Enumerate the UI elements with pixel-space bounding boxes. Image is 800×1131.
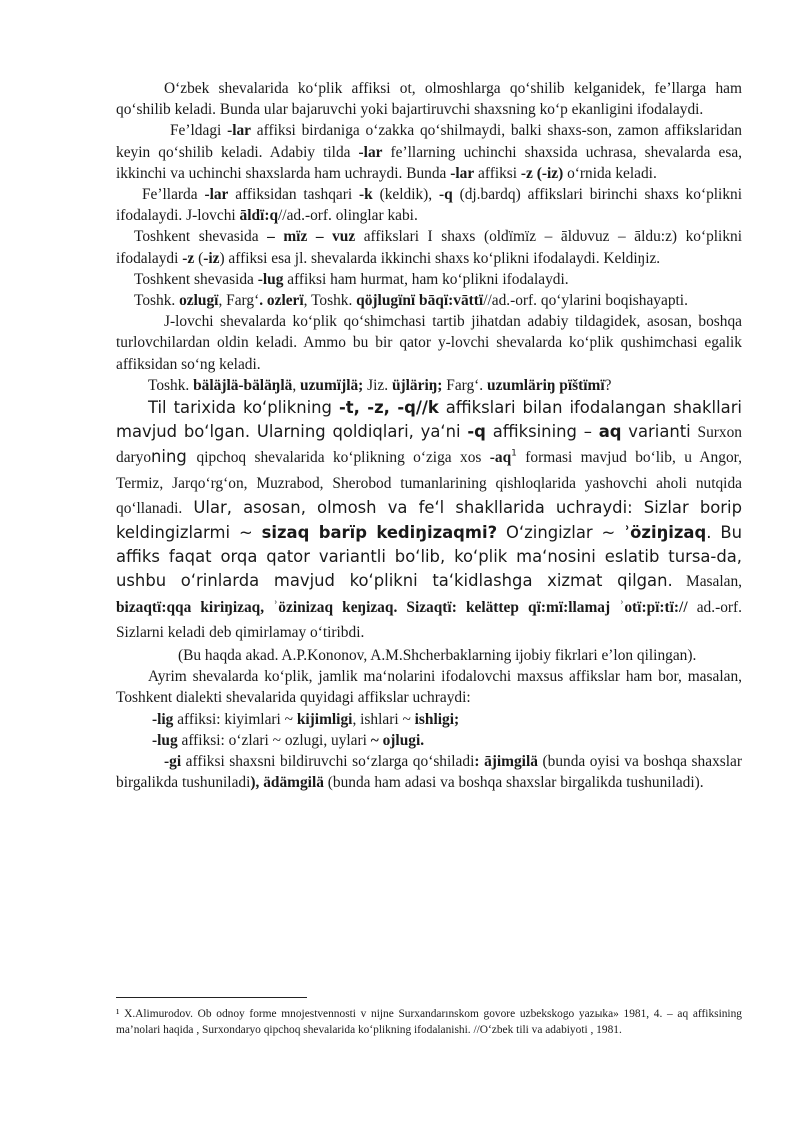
paragraph-13	[116, 730, 742, 751]
bold-term: āldï:q	[239, 207, 279, 225]
bold-term: -lig	[152, 710, 174, 728]
bold-term: -q	[467, 422, 486, 442]
paragraph-7	[116, 311, 742, 375]
bold-term: ozlugï	[179, 292, 219, 310]
bold-term: ishligi;	[414, 710, 460, 728]
paragraph-text: Ayrim shevalarda ko‘plik, jamlik ma‘nolarini ifodalovchi maxsus affikslar ham bor, masalan, Toshkent dialekti shevalarida quyidagi affikslar uchraydi:	[116, 668, 742, 707]
bold-term: : ājimgilä	[474, 753, 538, 771]
bold-term: -k	[359, 186, 373, 204]
text: (bunda oyisi va boshqa shaxslar birgalikda tushuniladi	[116, 753, 742, 792]
bold-term: uzumläriŋ pïštïmï	[487, 376, 605, 394]
text: Surxon daryo	[116, 424, 742, 467]
text: Farg‘.	[442, 376, 488, 394]
bold-term: sizaq barïp kediŋizaqmi?	[261, 523, 498, 543]
bold-term: ), ädämgilä	[250, 774, 324, 792]
paragraph-6	[116, 290, 742, 311]
text: affikslari I shaxs (oldïmïz – āldυvuz – āldu:z) ko‘plikni ifodalaydi	[116, 228, 742, 267]
text: (dj.bardq) affikslari birinchi shaxs ko‘plikni ifodalaydi. J-lovchi	[116, 186, 742, 225]
bold-term: -gi	[164, 753, 182, 771]
text: affiksi: kiyimlari ~	[173, 710, 297, 728]
text: varianti	[621, 422, 698, 442]
bold-term: . ozlerï	[259, 292, 304, 310]
paragraph-text: J-lovchi shevalarda ko‘plik qo‘shimchasi tartib jihatdan adabiy tildagidek, asosan, boshqa turlovchilardan oldin keladi. Ammo bu bir qator y-lovchi shevalarda ko‘plik qushimchasi egalik affiksidan so‘ng keladi.	[116, 313, 742, 373]
paragraph-8	[116, 375, 742, 396]
bold-term: qöjlugïnï bāqï:vāttï	[356, 292, 484, 310]
footnote-divider	[116, 997, 307, 998]
text: //ad.-orf. olinglar kabi.	[278, 207, 418, 225]
text: Toshk.	[134, 292, 180, 310]
text: Ular, asosan, olmosh va fe‘l shakllarida uchraydi: Sizlar borip keldingizlarmi ~	[116, 497, 742, 543]
text: //ad.-orf. qo‘ylarini boqishayapti.	[483, 292, 688, 310]
bold-term: ~ ojlugi.	[370, 731, 425, 749]
text: formasi mavjud bo‘lib, u Angor, Termiz, Jarqo‘rg‘on, Muzrabod, Sherobod tumanlarining qishloqlarida yashovchi aholi nutqida qo‘llanadi.	[116, 449, 742, 517]
text: (keldik),	[372, 186, 440, 204]
paragraph-text: O‘zbek shevalarida ko‘plik affiksi ot, olmoshlarga qo‘shilib kelganidek, fe’llarga ham qo‘shilib keladi. Bunda ular bajaruvchi yoki bajartiruvchi shaxsning ko‘p ekanligini ifodalaydi.	[116, 80, 742, 119]
text: . Bu affiks faqat orqa qator variantli bo‘lib, ko‘plik ma‘nosini eslatib tursa-da, ushbu o‘rinlarda mavjud ko‘plikni ta‘kidlashga xizmat qilgan.	[116, 523, 742, 591]
text: qipchoq shevalarida ko‘plikning o‘ziga xos	[196, 449, 490, 467]
text: Toshkent shevasida	[134, 228, 268, 246]
paragraph-10	[116, 645, 742, 666]
bold-term: -lar	[358, 143, 383, 161]
text: Toshk.	[148, 376, 194, 394]
footnote-ref[interactable]: 1	[511, 448, 517, 459]
paragraph-12	[116, 709, 742, 730]
bold-term: -t, -z, -q//k	[338, 398, 439, 418]
text: Fe’llarda	[142, 186, 205, 204]
bold-term: -lug	[257, 270, 284, 288]
bold-term: -aq	[489, 449, 512, 467]
text: ) affiksi esa jl. shevalarda ikkinchi shaxs ko‘plikni ifodalaydi. Keldiŋiz.	[219, 249, 661, 267]
text: affiksi: o‘zlari ~ ozlugi, uylari	[177, 731, 371, 749]
paragraph-1	[116, 78, 742, 120]
text: affiksi shaxsni bildiruvchi so‘zlarga qo‘shiladi	[181, 753, 475, 771]
text: affiksidan tashqari	[228, 186, 359, 204]
text: (bunda ham adasi va boshqa shaxslar birgalikda tushuniladi).	[323, 774, 704, 792]
bold-term: kijimligi	[296, 710, 353, 728]
text: Toshkent shevasida	[134, 270, 258, 288]
bold-term: uzumïjlä;	[300, 376, 364, 394]
bold-term: -z (-iz)	[520, 164, 564, 182]
text: Fe’ldagi	[170, 122, 228, 140]
paragraph-9	[116, 396, 742, 645]
text: fe’llarning uchinchi shaxsida uchrasa, shevalarda esa, ikkinchi va uchinchi shaxslarda ham uchraydi. Bunda	[116, 143, 743, 182]
paragraph-text: (Bu haqda akad. A.P.Kononov, A.M.Shcherbaklarning ijobiy fikrlari e’lon qilingan).	[178, 647, 697, 665]
text: , Toshk.	[303, 292, 357, 310]
paragraph-4	[116, 226, 742, 268]
bold-term: -lar	[204, 186, 229, 204]
paragraph-5	[116, 269, 742, 290]
bold-term: bizaqtï:qqa kiriŋizaq, ʾözinizaq keŋizaq. Sizaqtï: kelättep qï:mï:llamaj ʾotï:pï:tï://	[116, 598, 688, 616]
bold-term: -lar	[450, 164, 475, 182]
paragraph-11	[116, 666, 742, 708]
text: affiksi ham hurmat, ham ko‘plikni ifodalaydi.	[283, 270, 569, 288]
text: affiksi birdaniga o‘zakka qo‘shilmaydi, balki shaxs-son, zamon affikslaridan keyin qo‘shilib keladi. Adabiy tilda	[116, 122, 743, 161]
text: ad.-orf. Sizlarni keladi deb qimirlamay o‘tiribdi.	[116, 598, 743, 641]
document-body	[116, 78, 742, 794]
bold-term: – mïz – vuz	[267, 228, 356, 246]
bold-term: -lar	[227, 122, 252, 140]
bold-term: -lug	[152, 731, 178, 749]
bold-term: üjläriŋ;	[391, 376, 443, 394]
text: , ishlari ~	[352, 710, 415, 728]
text: , Farg‘	[218, 292, 260, 310]
text: Jiz.	[363, 376, 392, 394]
text: o‘rnida keladi.	[563, 164, 657, 182]
text: (	[194, 249, 204, 267]
text: Masalan,	[672, 573, 743, 591]
paragraph-2	[116, 120, 742, 184]
text: ?	[604, 376, 612, 394]
text: affikslari bilan ifodalangan shakllari mavjud bo‘lgan. Ularning qoldiqlari, ya‘ni	[116, 398, 742, 442]
text: ,	[292, 376, 301, 394]
bold-term: aq	[598, 422, 622, 442]
bold-term: bäläjlä-bäläŋlä	[193, 376, 293, 394]
bold-term: ʾöziŋizaq	[624, 523, 707, 543]
text: affiksining –	[485, 422, 599, 442]
text: affiksi	[474, 164, 521, 182]
text: O‘zingizlar ~	[497, 523, 625, 543]
paragraph-3	[116, 184, 742, 226]
text: ning	[151, 447, 197, 467]
paragraph-14	[116, 751, 742, 793]
bold-term: -z	[182, 249, 195, 267]
bold-term: -q	[439, 186, 453, 204]
bold-term: -iz	[203, 249, 220, 267]
footnote: ¹ X.Alimurodov. Ob odnoy forme mnojestvennosti v nijne Surxandarınskom govore uzbekskogo yazыka» 1981, 4. – aq affiksining ma’nolari haqida , Surxondaryo qipchoq shevalarida ko‘plikning ifodalanishi. //O‘zbek tili va adabiyoti , 1981.	[116, 1008, 742, 1036]
text: Til tarixida ko‘plikning	[148, 398, 339, 418]
